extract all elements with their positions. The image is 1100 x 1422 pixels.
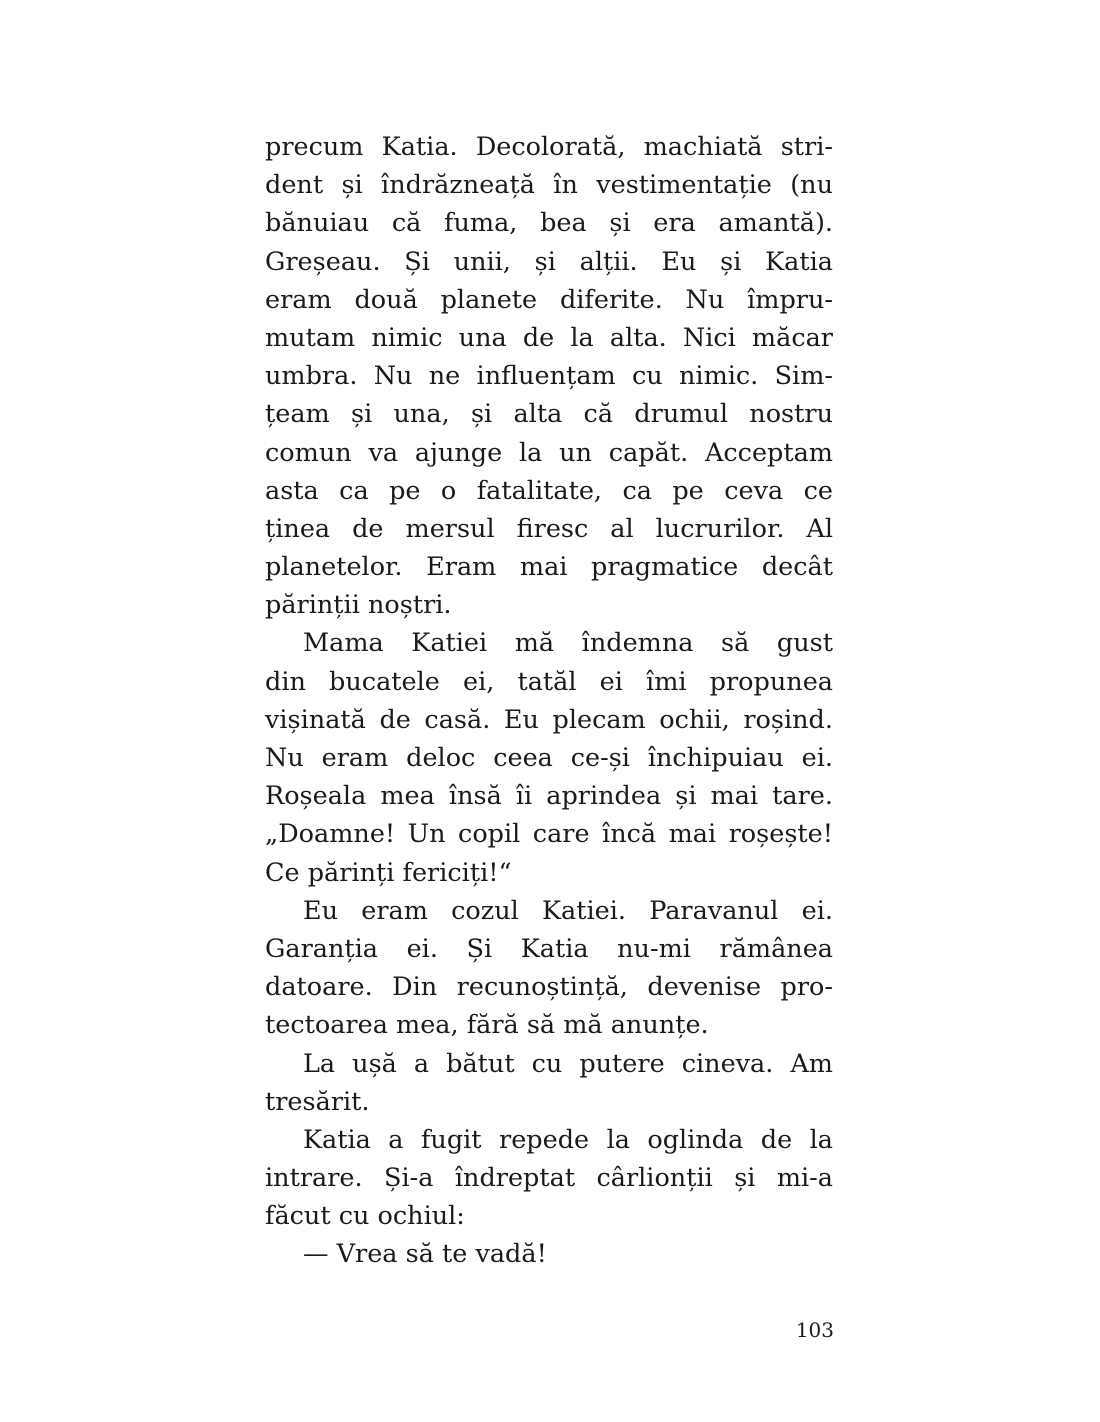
text-line: făcut cu ochiul: bbox=[265, 1201, 465, 1232]
page-number: 103 bbox=[795, 1318, 834, 1342]
text-line: din bucatele ei, tatăl ei îmi propunea bbox=[265, 666, 833, 697]
text-line: Mama Katiei mă îndemna să gust bbox=[303, 628, 833, 659]
text-line: dent și îndrăzneață în vestimentație (nu bbox=[265, 170, 833, 201]
text-line: bănuiau că fuma, bea și era amantă). bbox=[265, 208, 833, 239]
text-line: intrare. Și-a îndreptat cârlionții și mi-a bbox=[265, 1163, 833, 1194]
text-line: umbra. Nu ne influențam cu nimic. Sim- bbox=[265, 361, 833, 392]
text-line: eram două planete diferite. Nu împru- bbox=[265, 284, 833, 315]
text-line: Nu eram deloc ceea ce-și închipuiau ei. bbox=[265, 743, 833, 773]
text-line: Katia a fugit repede la oglinda de la bbox=[303, 1124, 833, 1155]
text-line: — Vrea să te vadă! bbox=[303, 1239, 547, 1270]
text-line: „Doamne! Un copil care încă mai roșește! bbox=[265, 819, 833, 850]
text-line: părinții noștri. bbox=[265, 590, 452, 621]
text-line: planetelor. Eram mai pragmatice decât bbox=[265, 552, 833, 583]
body-text bbox=[265, 128, 833, 1274]
text-line: Roșeala mea însă îi aprindea și mai tare. bbox=[265, 781, 833, 812]
text-line: țeam și una, și alta că drumul nostru bbox=[265, 399, 833, 430]
text-line: Eu eram cozul Katiei. Paravanul ei. bbox=[303, 895, 833, 926]
text-line: tectoarea mea, fără să mă anunțe. bbox=[265, 1010, 709, 1041]
text-line: La ușă a bătut cu putere cineva. Am bbox=[303, 1048, 833, 1079]
text-line: tresărit. bbox=[265, 1086, 370, 1117]
text-line: asta ca pe o fatalitate, ca pe ceva ce bbox=[265, 475, 833, 506]
text-line: comun va ajunge la un capăt. Acceptam bbox=[265, 437, 833, 468]
text-line: ținea de mersul firesc al lucrurilor. Al bbox=[265, 513, 833, 544]
text-line: datoare. Din recunoștință, devenise pro- bbox=[265, 972, 833, 1003]
text-line: Greșeau. Și unii, și alții. Eu și Katia bbox=[265, 246, 833, 277]
text-line: precum Katia. Decolorată, machiată stri- bbox=[265, 132, 833, 162]
text-line: vișinată de casă. Eu plecam ochii, roșind. bbox=[265, 704, 833, 735]
text-line: Ce părinți fericiți!“ bbox=[265, 857, 512, 888]
text-line: Garanția ei. Și Katia nu-mi rămânea bbox=[265, 933, 833, 964]
text-line: mutam nimic una de la alta. Nici măcar bbox=[265, 322, 833, 353]
